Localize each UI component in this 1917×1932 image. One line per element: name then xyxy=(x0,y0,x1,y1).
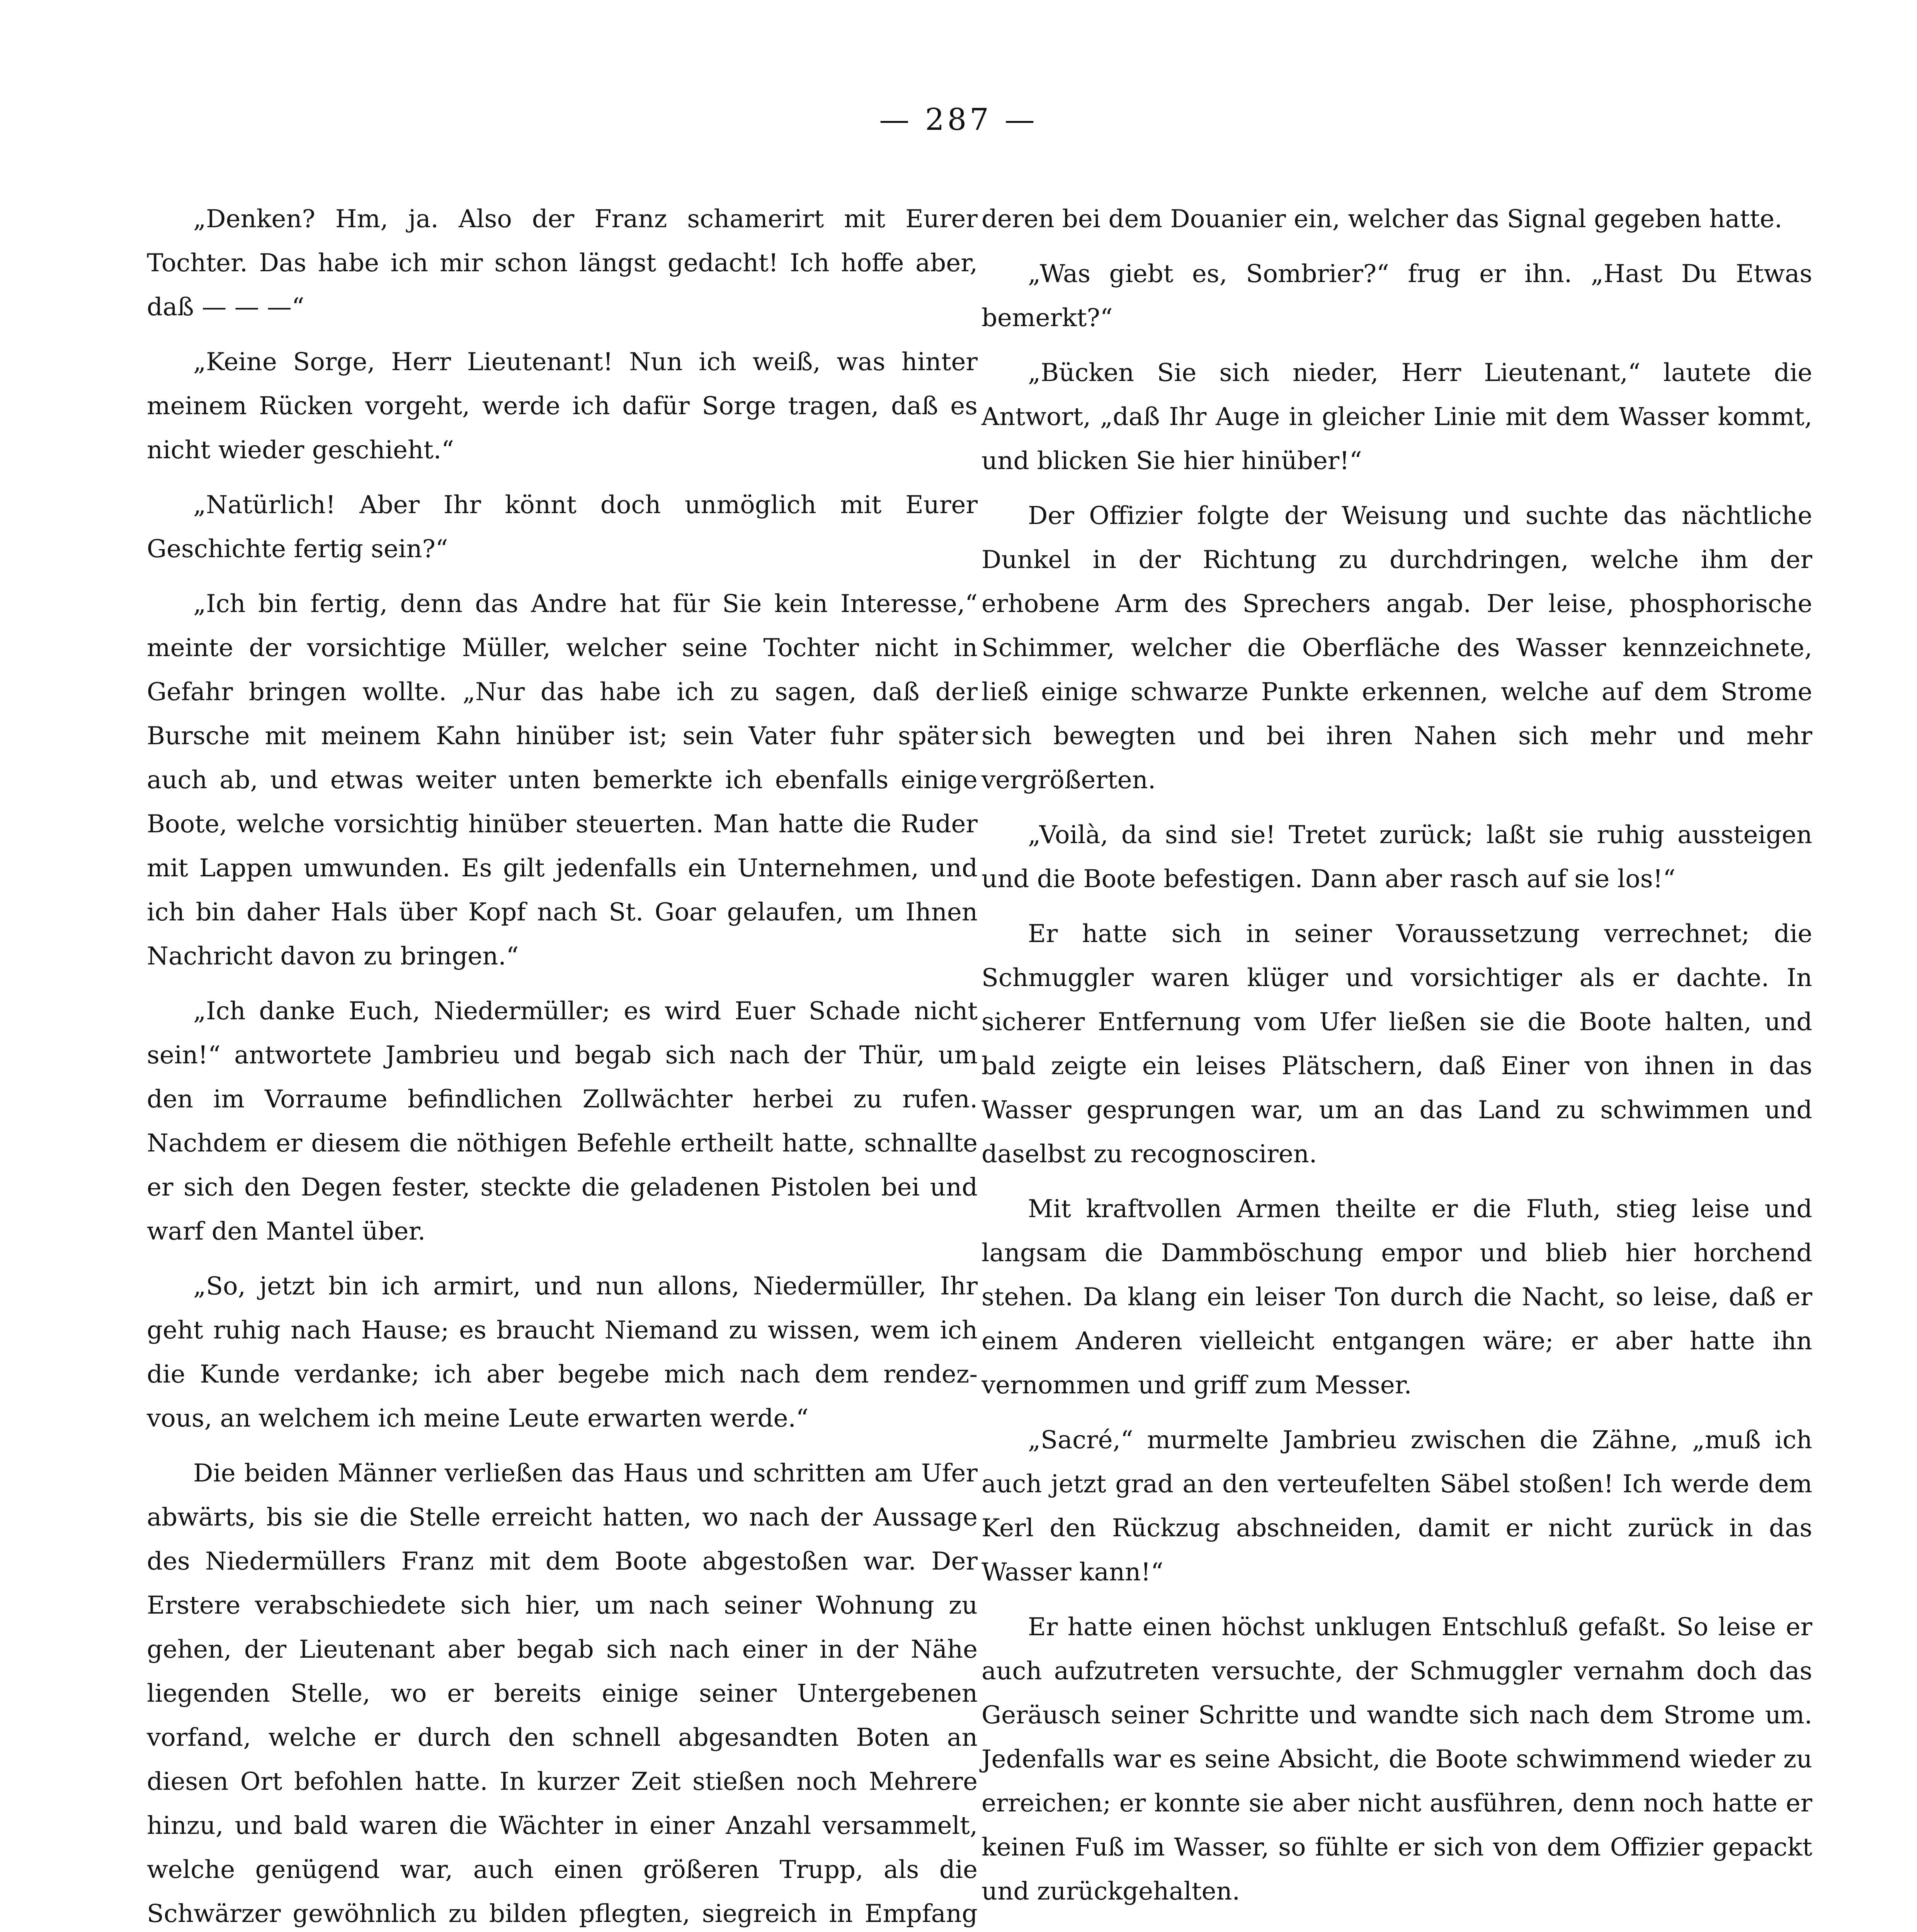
right-column xyxy=(981,197,1812,1932)
page-header: — 287 — xyxy=(879,102,1038,137)
paragraph: „Voilà, da sind sie! Tretet zurück; laßt sie ruhig aussteigen und die Boote befestigen. Dann aber rasch auf sie los!“ xyxy=(981,821,1812,893)
paragraph xyxy=(981,1924,1812,1932)
paragraph: „So, jetzt bin ich armirt, und nun allons, Niedermüller, Ihr geht ruhig nach Hause; es braucht Niemand zu wissen, wem ich die Kunde verdanke; ich aber begebe mich nach dem rendez-vous, an welchem ich meine Leute erwarten werde.“ xyxy=(147,1272,978,1433)
paragraph: „Ich bin fertig, denn das Andre hat für Sie kein Interesse,“ meinte der vorsichtige Müller, welcher seine Tochter nicht in Gefahr bringen wollte. „Nur das habe ich zu sagen, daß der Bursche mit meinem Kahn hinüber ist; sein Vater fuhr später auch ab, und etwas weiter unten bemerkte ich ebenfalls einige Boote, welche vorsichtig hinüber steuerten. Man hatte die Ruder mit Lappen umwunden. Es gilt jedenfalls ein Unternehmen, und ich bin daher Hals über Kopf nach St. Goar gelaufen, um Ihnen Nachricht davon zu bringen.“ xyxy=(147,590,978,971)
paragraph: „Sacré,“ murmelte Jambrieu zwischen die Zähne, „muß ich auch jetzt grad an den verteufelten Säbel stoßen! Ich werde dem Kerl den Rückzug abschneiden, damit er nicht zurück in das Wasser kann!“ xyxy=(981,1426,1812,1587)
paragraph: Mit kraftvollen Armen theilte er die Fluth, stieg leise und langsam die Dammböschung empor und blieb hier horchend stehen. Da klang ein leiser Ton durch die Nacht, so leise, daß er einem Anderen vielleicht entgangen wäre; er aber hatte ihn vernommen und griff zum Messer. xyxy=(981,1195,1812,1400)
paragraph: deren bei dem Douanier ein, welcher das Signal gegeben hatte. xyxy=(981,205,1783,233)
paragraph: „Bücken Sie sich nieder, Herr Lieutenant,“ lautete die Antwort, „daß Ihr Auge in gleicher Linie mit dem Wasser kommt, und blicken Sie hier hinüber!“ xyxy=(981,359,1812,475)
paragraph: „Was giebt es, Sombrier?“ frug er ihn. „Hast Du Etwas bemerkt?“ xyxy=(981,260,1812,332)
paragraph: „Ich danke Euch, Niedermüller; es wird Euer Schade nicht sein!“ antwortete Jambrieu und begab sich nach der Thür, um den im Vorraume befindlichen Zollwächter herbei zu rufen. Nachdem er diesem die nöthigen Befehle ertheilt hatte, schnallte er sich den Degen fester, steckte die geladenen Pistolen bei und warf den Mantel über. xyxy=(147,997,978,1246)
paragraph: Der Offizier folgte der Weisung und suchte das nächtliche Dunkel in der Richtung zu durchdringen, welche ihm der erhobene Arm des Sprechers angab. Der leise, phosphorische Schimmer, welcher die Oberfläche des Wasser kennzeichnete, ließ einige schwarze Punkte erkennen, welche auf dem Strome sich bewegten und bei ihren Nahen sich mehr und mehr vergrößerten. xyxy=(981,502,1812,794)
left-column xyxy=(147,197,978,1932)
paragraph: Er hatte einen höchst unklugen Entschluß gefaßt. So leise er auch aufzutreten versuchte, der Schmuggler vernahm doch das Geräusch seiner Schritte und wandte sich nach dem Strome um. Jedenfalls war es seine Absicht, die Boote schwimmend wieder zu erreichen; er konnte sie aber nicht ausführen, denn noch hatte er keinen Fuß im Wasser, so fühlte er sich von dem Offizier gepackt und zurückgehalten. xyxy=(981,1613,1812,1906)
paragraph: Er hatte sich in seiner Voraussetzung verrechnet; die Schmuggler waren klüger und vorsichtiger als er dachte. In sicherer Entfernung vom Ufer ließen sie die Boote halten, und bald zeigte ein leises Plätschern, daß Einer von ihnen in das Wasser gesprungen war, um an das Land zu schwimmen und daselbst zu recognosciren. xyxy=(981,920,1812,1168)
paragraph: „Keine Sorge, Herr Lieutenant! Nun ich weiß, was hinter meinem Rücken vorgeht, werde ich dafür Sorge tragen, daß es nicht wieder geschieht.“ xyxy=(147,348,978,464)
paragraph: „Denken? Hm, ja. Also der Franz schamerirt mit Eurer Tochter. Das habe ich mir schon längst gedacht! Ich hoffe aber, daß — — —“ xyxy=(147,205,978,321)
paragraph: „Natürlich! Aber Ihr könnt doch unmöglich mit Eurer Geschichte fertig sein?“ xyxy=(147,491,978,563)
paragraph: Die beiden Männer verließen das Haus und schritten am Ufer abwärts, bis sie die Stelle erreicht hatten, wo nach der Aussage des Niedermüllers Franz mit dem Boote abgestoßen war. Der Erstere verabschiedete sich hier, um nach seiner Wohnung zu gehen, der Lieutenant aber begab sich nach einer in der Nähe liegenden Stelle, wo er bereits einige seiner Untergebenen vorfand, welche er durch den schnell abgesandten Boten an diesen Ort befohlen hatte. In kurzer Zeit stießen noch Mehrere hinzu, und bald waren die Wächter in einer Anzahl versammelt, welche genügend war, auch einen größeren Trupp, als die Schwärzer gewöhnlich zu bilden pflegten, siegreich in Empfang xyxy=(147,1459,978,1928)
